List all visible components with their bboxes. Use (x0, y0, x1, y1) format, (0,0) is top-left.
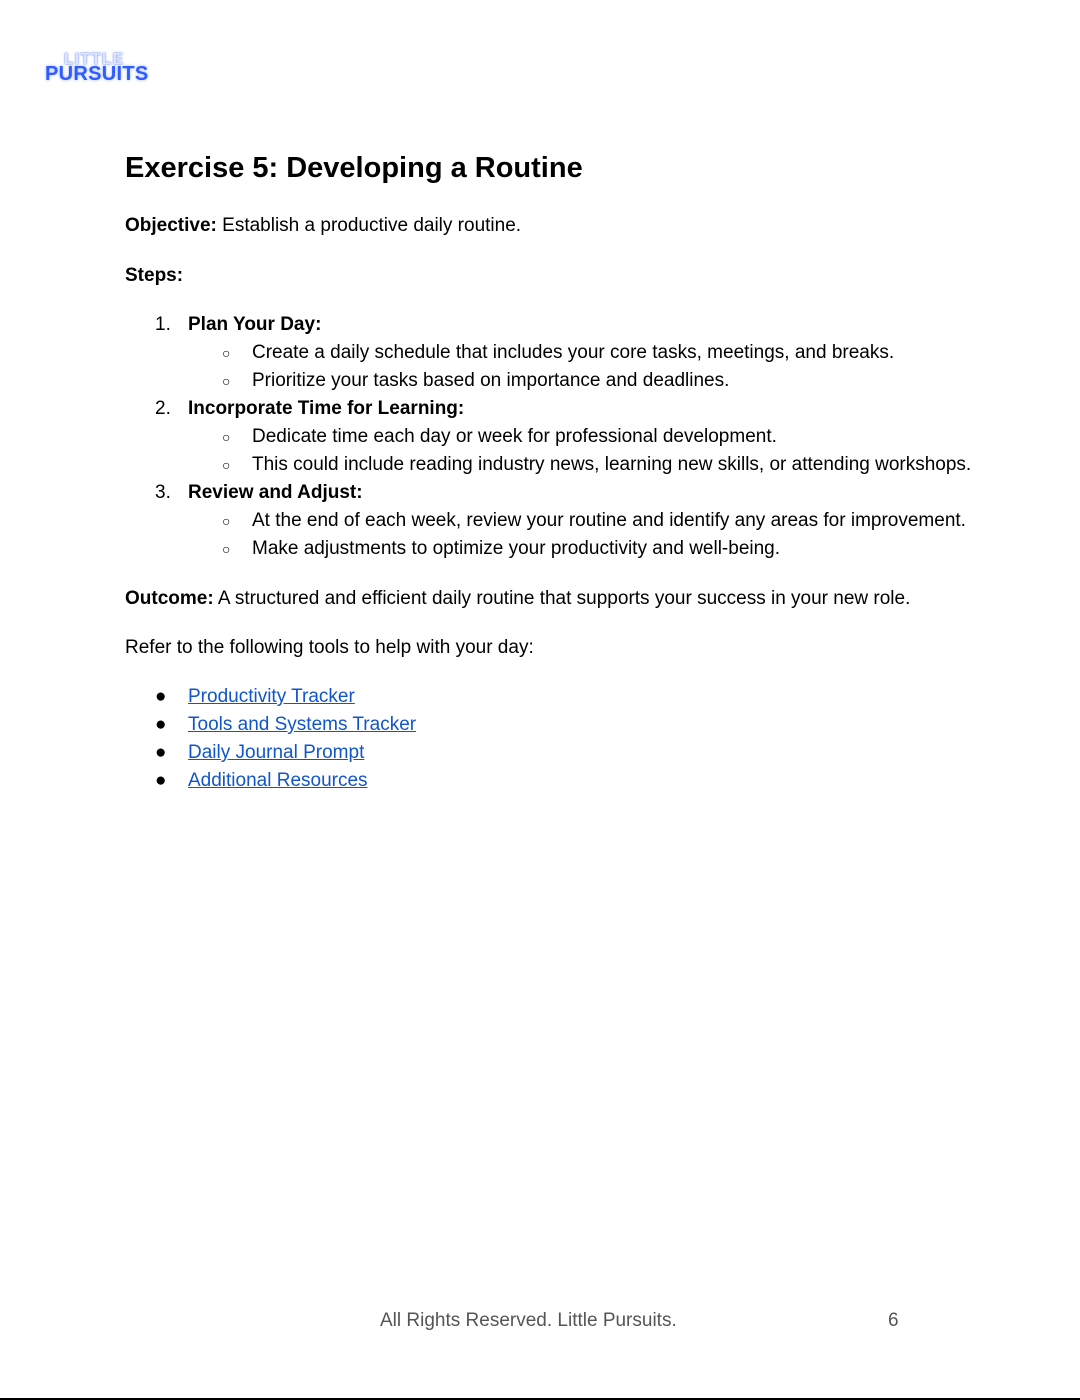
step-number: 1. (155, 314, 171, 335)
step-item (125, 311, 985, 395)
step-title: Incorporate Time for Learning: (188, 398, 465, 419)
list-item (125, 739, 985, 767)
tool-links-list (125, 683, 985, 795)
circle-bullet-icon: ○ (222, 513, 231, 529)
bullet-icon: ● (155, 770, 167, 791)
circle-bullet-icon: ○ (222, 541, 231, 557)
outcome-label: Outcome: (125, 588, 214, 609)
sub-list (188, 339, 985, 395)
refer-text: Refer to the following tools to help with your day: (125, 637, 534, 658)
outcome-text: A structured and efficient daily routine that supports your success in your new role. (213, 588, 911, 609)
step-item (125, 395, 985, 479)
sub-list (188, 423, 985, 479)
circle-bullet-icon: ○ (222, 345, 231, 361)
sub-list (188, 507, 985, 563)
page-number: 6 (888, 1310, 899, 1331)
steps-label: Steps: (125, 265, 184, 286)
logo-top-text: LITTLE (64, 51, 125, 68)
list-item (125, 767, 985, 795)
objective-label: Objective: (125, 215, 217, 236)
circle-bullet-icon: ○ (222, 457, 231, 473)
step-title: Review and Adjust: (188, 482, 363, 503)
step-number: 2. (155, 398, 171, 419)
sub-item: ○ At the end of each week, review your routine and identify any areas for improvement. (188, 507, 985, 535)
step-item (125, 479, 985, 563)
bullet-icon: ● (155, 714, 167, 735)
link-daily-journal-prompt[interactable]: Daily Journal Prompt (188, 742, 365, 763)
objective-text: Establish a productive daily routine. (216, 215, 522, 236)
logo-bottom-text: PURSUITS (45, 63, 149, 85)
bullet-icon: ● (155, 742, 167, 763)
objective (125, 212, 985, 240)
page-content (125, 150, 985, 795)
circle-bullet-icon: ○ (222, 373, 231, 389)
list-item (125, 711, 985, 739)
footer-text: All Rights Reserved. Little Pursuits. (380, 1310, 677, 1331)
sub-item: ○ Dedicate time each day or week for professional development. (188, 423, 985, 451)
page-title: Exercise 5: Developing a Routine (125, 152, 583, 184)
logo (45, 52, 149, 84)
outcome (125, 585, 985, 613)
sub-item: ○ Prioritize your tasks based on importance and deadlines. (188, 367, 985, 395)
link-tools-systems-tracker[interactable]: Tools and Systems Tracker (188, 714, 417, 735)
step-number: 3. (155, 482, 171, 503)
sub-item: ○ Create a daily schedule that includes your core tasks, meetings, and breaks. (188, 339, 985, 367)
link-productivity-tracker[interactable]: Productivity Tracker (188, 686, 355, 707)
sub-item: ○ This could include reading industry news, learning new skills, or attending workshops. (188, 451, 985, 479)
step-title: Plan Your Day: (188, 314, 322, 335)
circle-bullet-icon: ○ (222, 429, 231, 445)
sub-item: ○ Make adjustments to optimize your productivity and well-being. (188, 535, 985, 563)
link-additional-resources[interactable]: Additional Resources (188, 770, 368, 791)
list-item (125, 683, 985, 711)
steps-list (125, 311, 985, 563)
bullet-icon: ● (155, 686, 167, 707)
